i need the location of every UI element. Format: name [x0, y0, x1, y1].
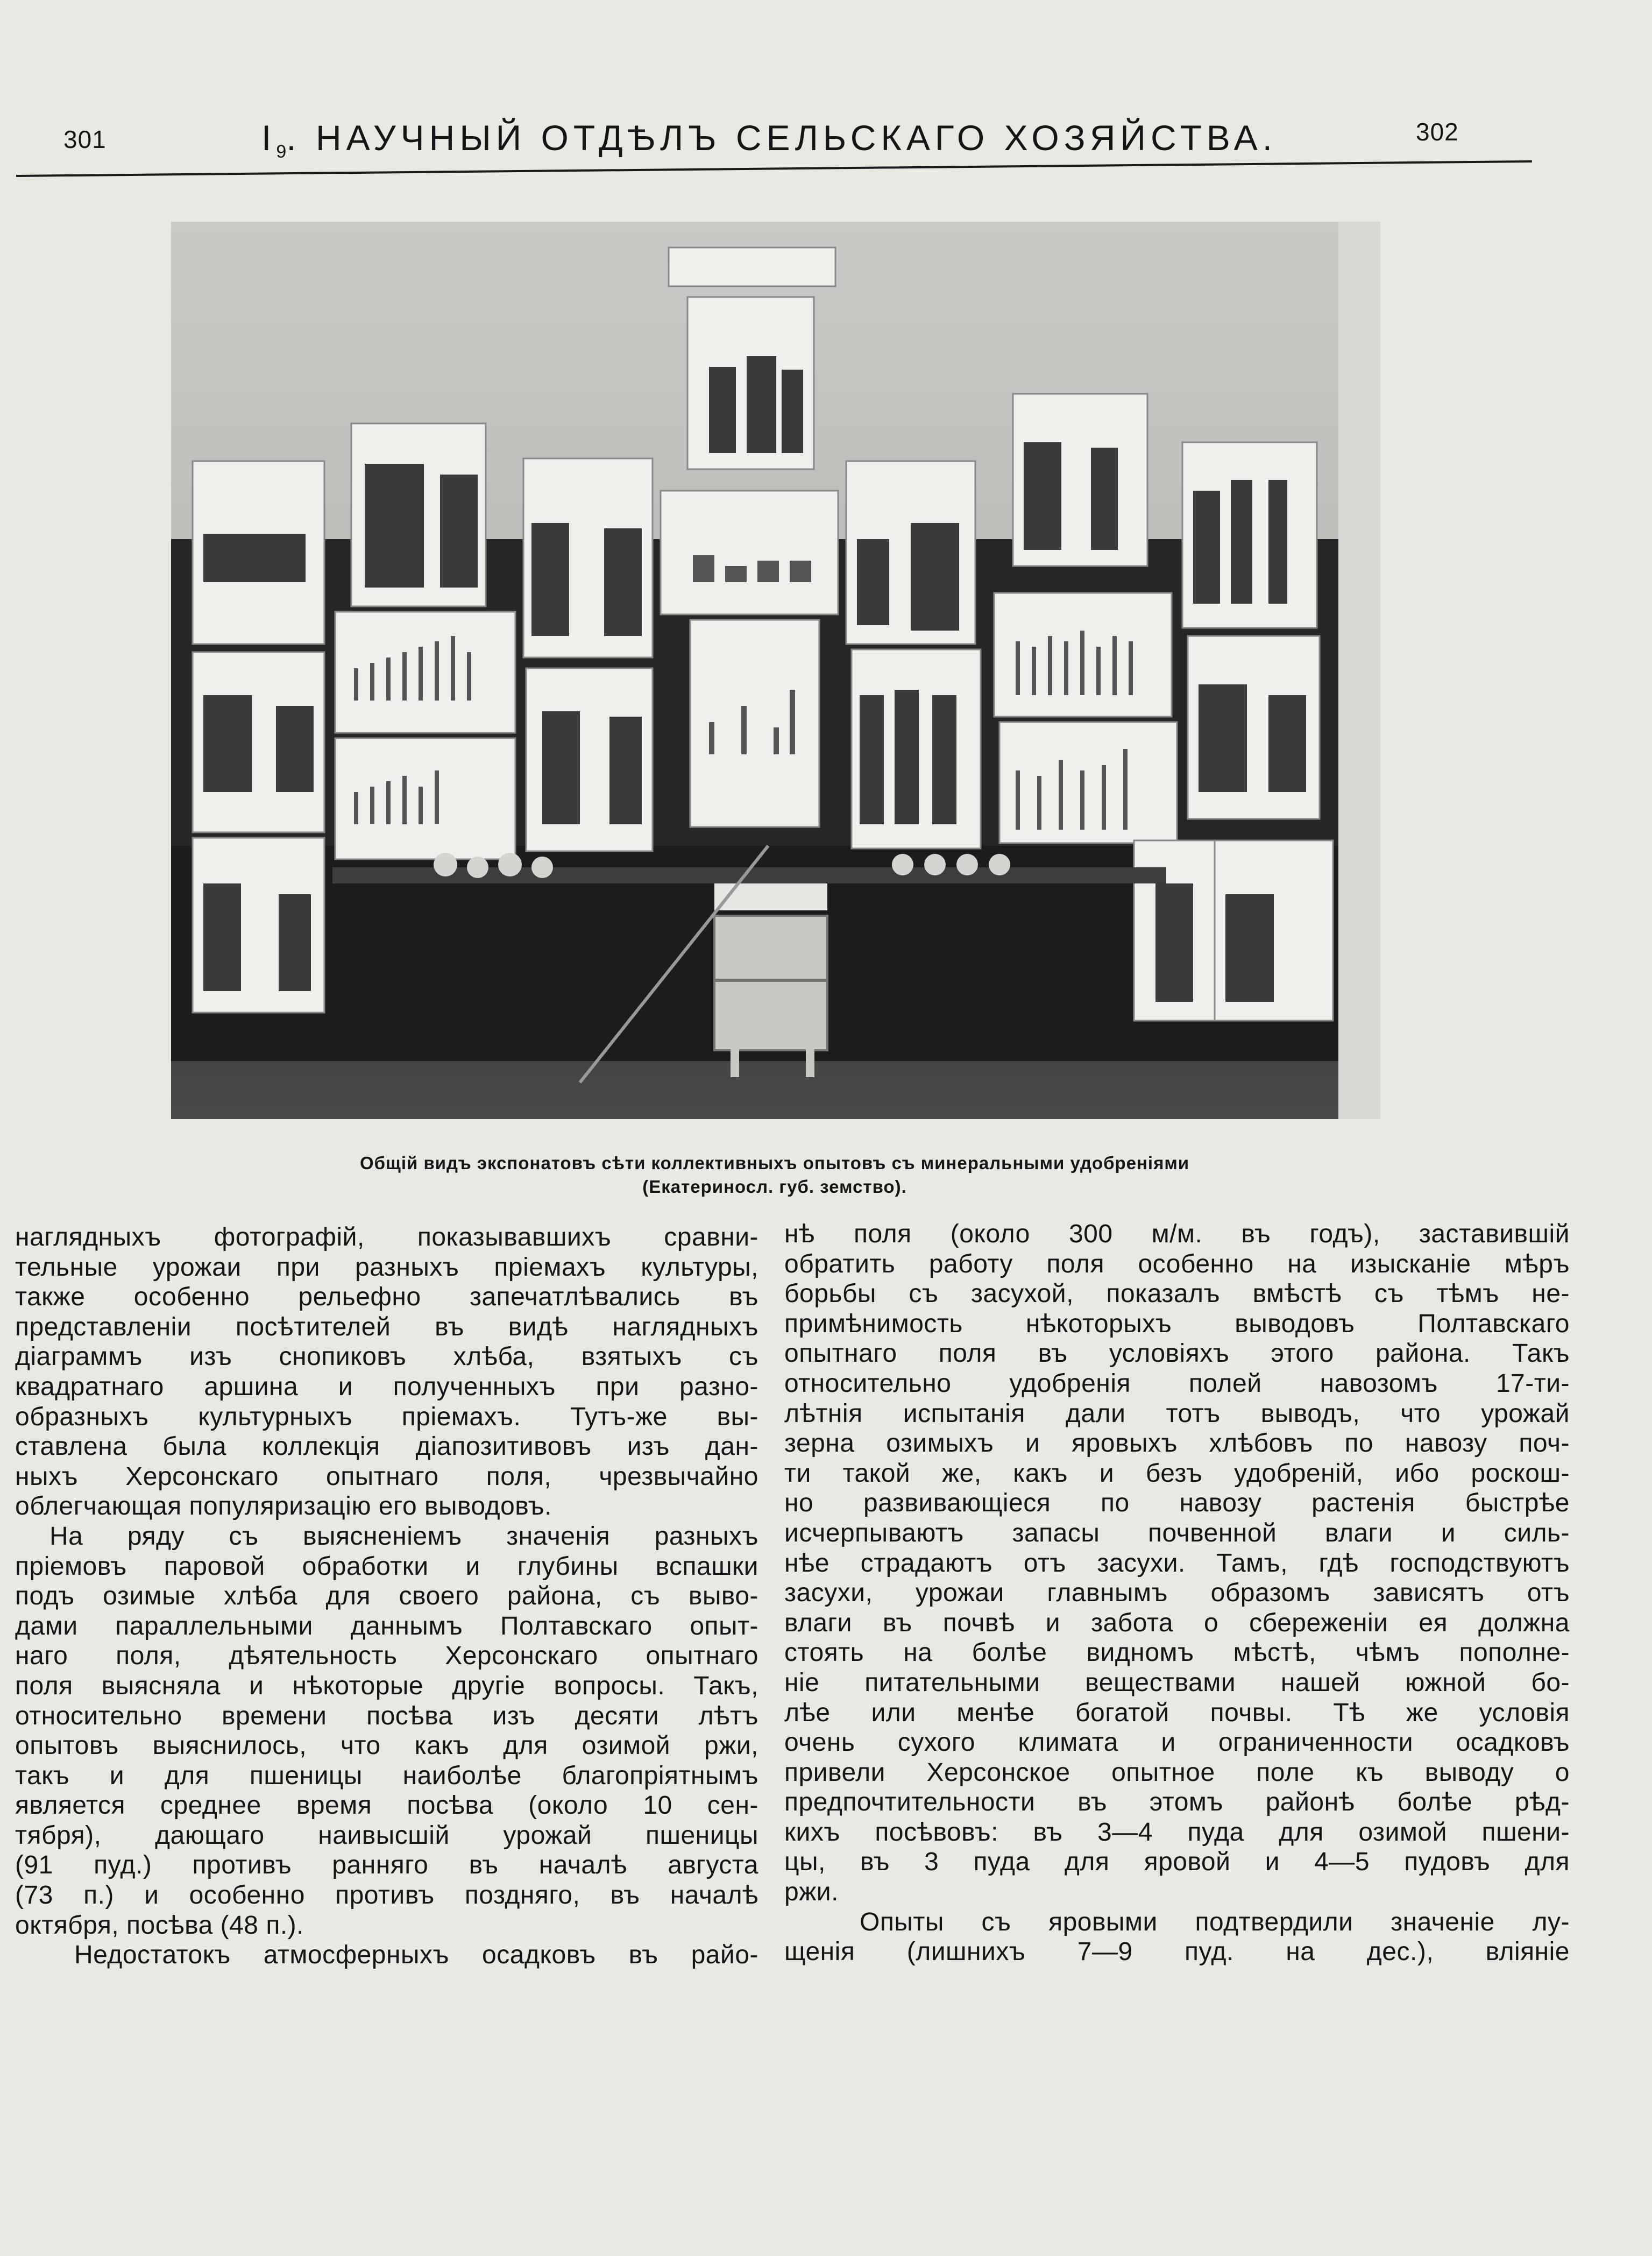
text-line: лѣе или менѣе богатой почвы. Тѣ же условія	[784, 1698, 1570, 1727]
title-prefix: I	[261, 118, 276, 158]
text-line: борьбы съ засухой, показалъ вмѣстѣ съ тѣмъ не-	[784, 1279, 1570, 1309]
text-line: относительно времени посѣва изъ десяти лѣтъ	[15, 1701, 758, 1730]
text-line: щенія (лишнихъ 7—9 пуд. на дес.), вліяніе	[784, 1937, 1570, 1967]
text-line: (73 п.) и особенно противъ поздняго, въ началѣ	[15, 1881, 758, 1910]
text-line: привели Херсонское опытное поле къ выводу о	[784, 1758, 1570, 1787]
text-line: зерна озимыхъ и яровыхъ хлѣбовъ по навозу поч-	[784, 1429, 1570, 1458]
text-line: квадратнаго аршина и полученныхъ при разно-	[15, 1372, 758, 1401]
text-line: также особенно рельефно запечатлѣвались въ	[15, 1283, 758, 1312]
photo-illustration	[171, 222, 1380, 1119]
running-title	[253, 117, 1286, 162]
text-line: представленіи посѣтителей въ видѣ наглядныхъ	[15, 1312, 758, 1341]
text-line: Опыты съ яровыми подтвердили значеніе лу-	[860, 1907, 1570, 1936]
text-line: опытнаго поля въ условіяхъ этого района. Такъ	[784, 1339, 1570, 1368]
text-line: засухи, урожаи главнымъ образомъ зависятъ отъ	[784, 1579, 1570, 1608]
text-line: нѣ поля (около 300 м/м. въ годъ), заставившій	[784, 1220, 1570, 1248]
text-line: діаграммъ изъ снопиковъ хлѣба, взятыхъ съ	[15, 1342, 758, 1371]
text-line: наго поля, дѣятельность Херсонскаго опытнаго	[15, 1642, 758, 1671]
text-line: тября), дающаго наивысшій урожай пшеницы	[15, 1821, 758, 1850]
text-line: ныхъ Херсонскаго опытнаго поля, чрезвычайно	[15, 1462, 758, 1491]
header-rule	[16, 160, 1532, 177]
text-line: стоять на болѣе видномъ мѣстѣ, чѣмъ пополне-	[784, 1638, 1570, 1667]
text-line: примѣнимость нѣкоторыхъ выводовъ Полтавскаго	[784, 1309, 1570, 1338]
text-line: подъ озимые хлѣба для своего района, съ выво-	[15, 1582, 758, 1611]
caption-line: (Екатериносл. губ. земство).	[642, 1177, 907, 1197]
photo-caption	[172, 1151, 1377, 1199]
page-number-right: 302	[1416, 118, 1459, 146]
page-number-left: 301	[63, 125, 107, 153]
text-line: наглядныхъ фотографій, показывавшихъ сравни-	[15, 1223, 758, 1251]
text-line: является среднее время посѣва (около 10 сен-	[15, 1791, 758, 1820]
text-line: ставлена была коллекція діапозитивовъ изъ дан-	[15, 1432, 758, 1461]
exhibit-photograph	[171, 222, 1380, 1119]
text-line: облегчающая популяризацію его выводовъ.	[15, 1492, 552, 1521]
caption-line: Общій видъ экспонатовъ сѣти коллективныхъ опытовъ съ минеральными удобреніями	[359, 1153, 1190, 1173]
text-line: очень сухого климата и ограниченности осадковъ	[784, 1728, 1570, 1757]
text-line: обратить работу поля особенно на изысканіе мѣръ	[784, 1249, 1570, 1278]
text-line: цы, въ 3 пуда для яровой и 4—5 пудовъ для	[784, 1848, 1570, 1877]
text-line: нѣе страдаютъ отъ засухи. Тамъ, гдѣ господствуютъ	[784, 1548, 1570, 1578]
text-line: лѣтнія испытанія дали тотъ выводъ, что урожай	[784, 1399, 1570, 1428]
text-line: предпочтительности въ этомъ районѣ болѣе рѣд-	[784, 1788, 1570, 1817]
text-line: такъ и для пшеницы наиболѣе благопріятнымъ	[15, 1761, 758, 1790]
text-line: ржи.	[784, 1878, 839, 1907]
title-subscript: 9	[276, 142, 287, 162]
text-line: кихъ посѣвовъ: въ 3—4 пуда для озимой пшени-	[784, 1817, 1570, 1847]
text-line: Недостатокъ атмосферныхъ осадковъ въ райо-	[74, 1941, 758, 1970]
text-column-left	[15, 1222, 758, 1970]
title-main: . НАУЧНЫЙ ОТДѢЛЪ СЕЛЬСКАГО ХОЗЯЙСТВА.	[286, 118, 1277, 158]
text-line: дами параллельными даннымъ Полтавскаго опыт-	[15, 1611, 758, 1640]
text-line: На ряду съ выясненіемъ значенія разныхъ	[49, 1522, 758, 1551]
text-line: ти такой же, какъ и безъ удобреній, ибо роскош-	[784, 1459, 1570, 1488]
text-line: но развивающіеся по навозу растенія быстрѣе	[784, 1489, 1570, 1518]
text-line: образныхъ культурныхъ пріемахъ. Тутъ-же вы-	[15, 1402, 758, 1431]
text-line: опытовъ выяснилось, что какъ для озимой ржи,	[15, 1731, 758, 1760]
text-line: ніе питательными веществами нашей южной бо-	[784, 1668, 1570, 1697]
text-line: пріемовъ паровой обработки и глубины вспашки	[15, 1552, 758, 1581]
text-line: влаги въ почвѣ и забота о сбереженіи ея должна	[784, 1608, 1570, 1637]
text-column-right	[784, 1219, 1570, 1967]
text-line: (91 пуд.) противъ ранняго въ началѣ августа	[15, 1851, 758, 1880]
text-line: поля выясняла и нѣкоторые другіе вопросы. Такъ,	[15, 1671, 758, 1700]
text-line: тельные урожаи при разныхъ пріемахъ культуры,	[15, 1253, 758, 1282]
text-line: относительно удобренія полей навозомъ 17-ти-	[784, 1369, 1570, 1398]
text-line: октября, посѣва (48 п.).	[15, 1911, 304, 1940]
text-line: исчерпываютъ запасы почвенной влаги и силь-	[784, 1518, 1570, 1547]
